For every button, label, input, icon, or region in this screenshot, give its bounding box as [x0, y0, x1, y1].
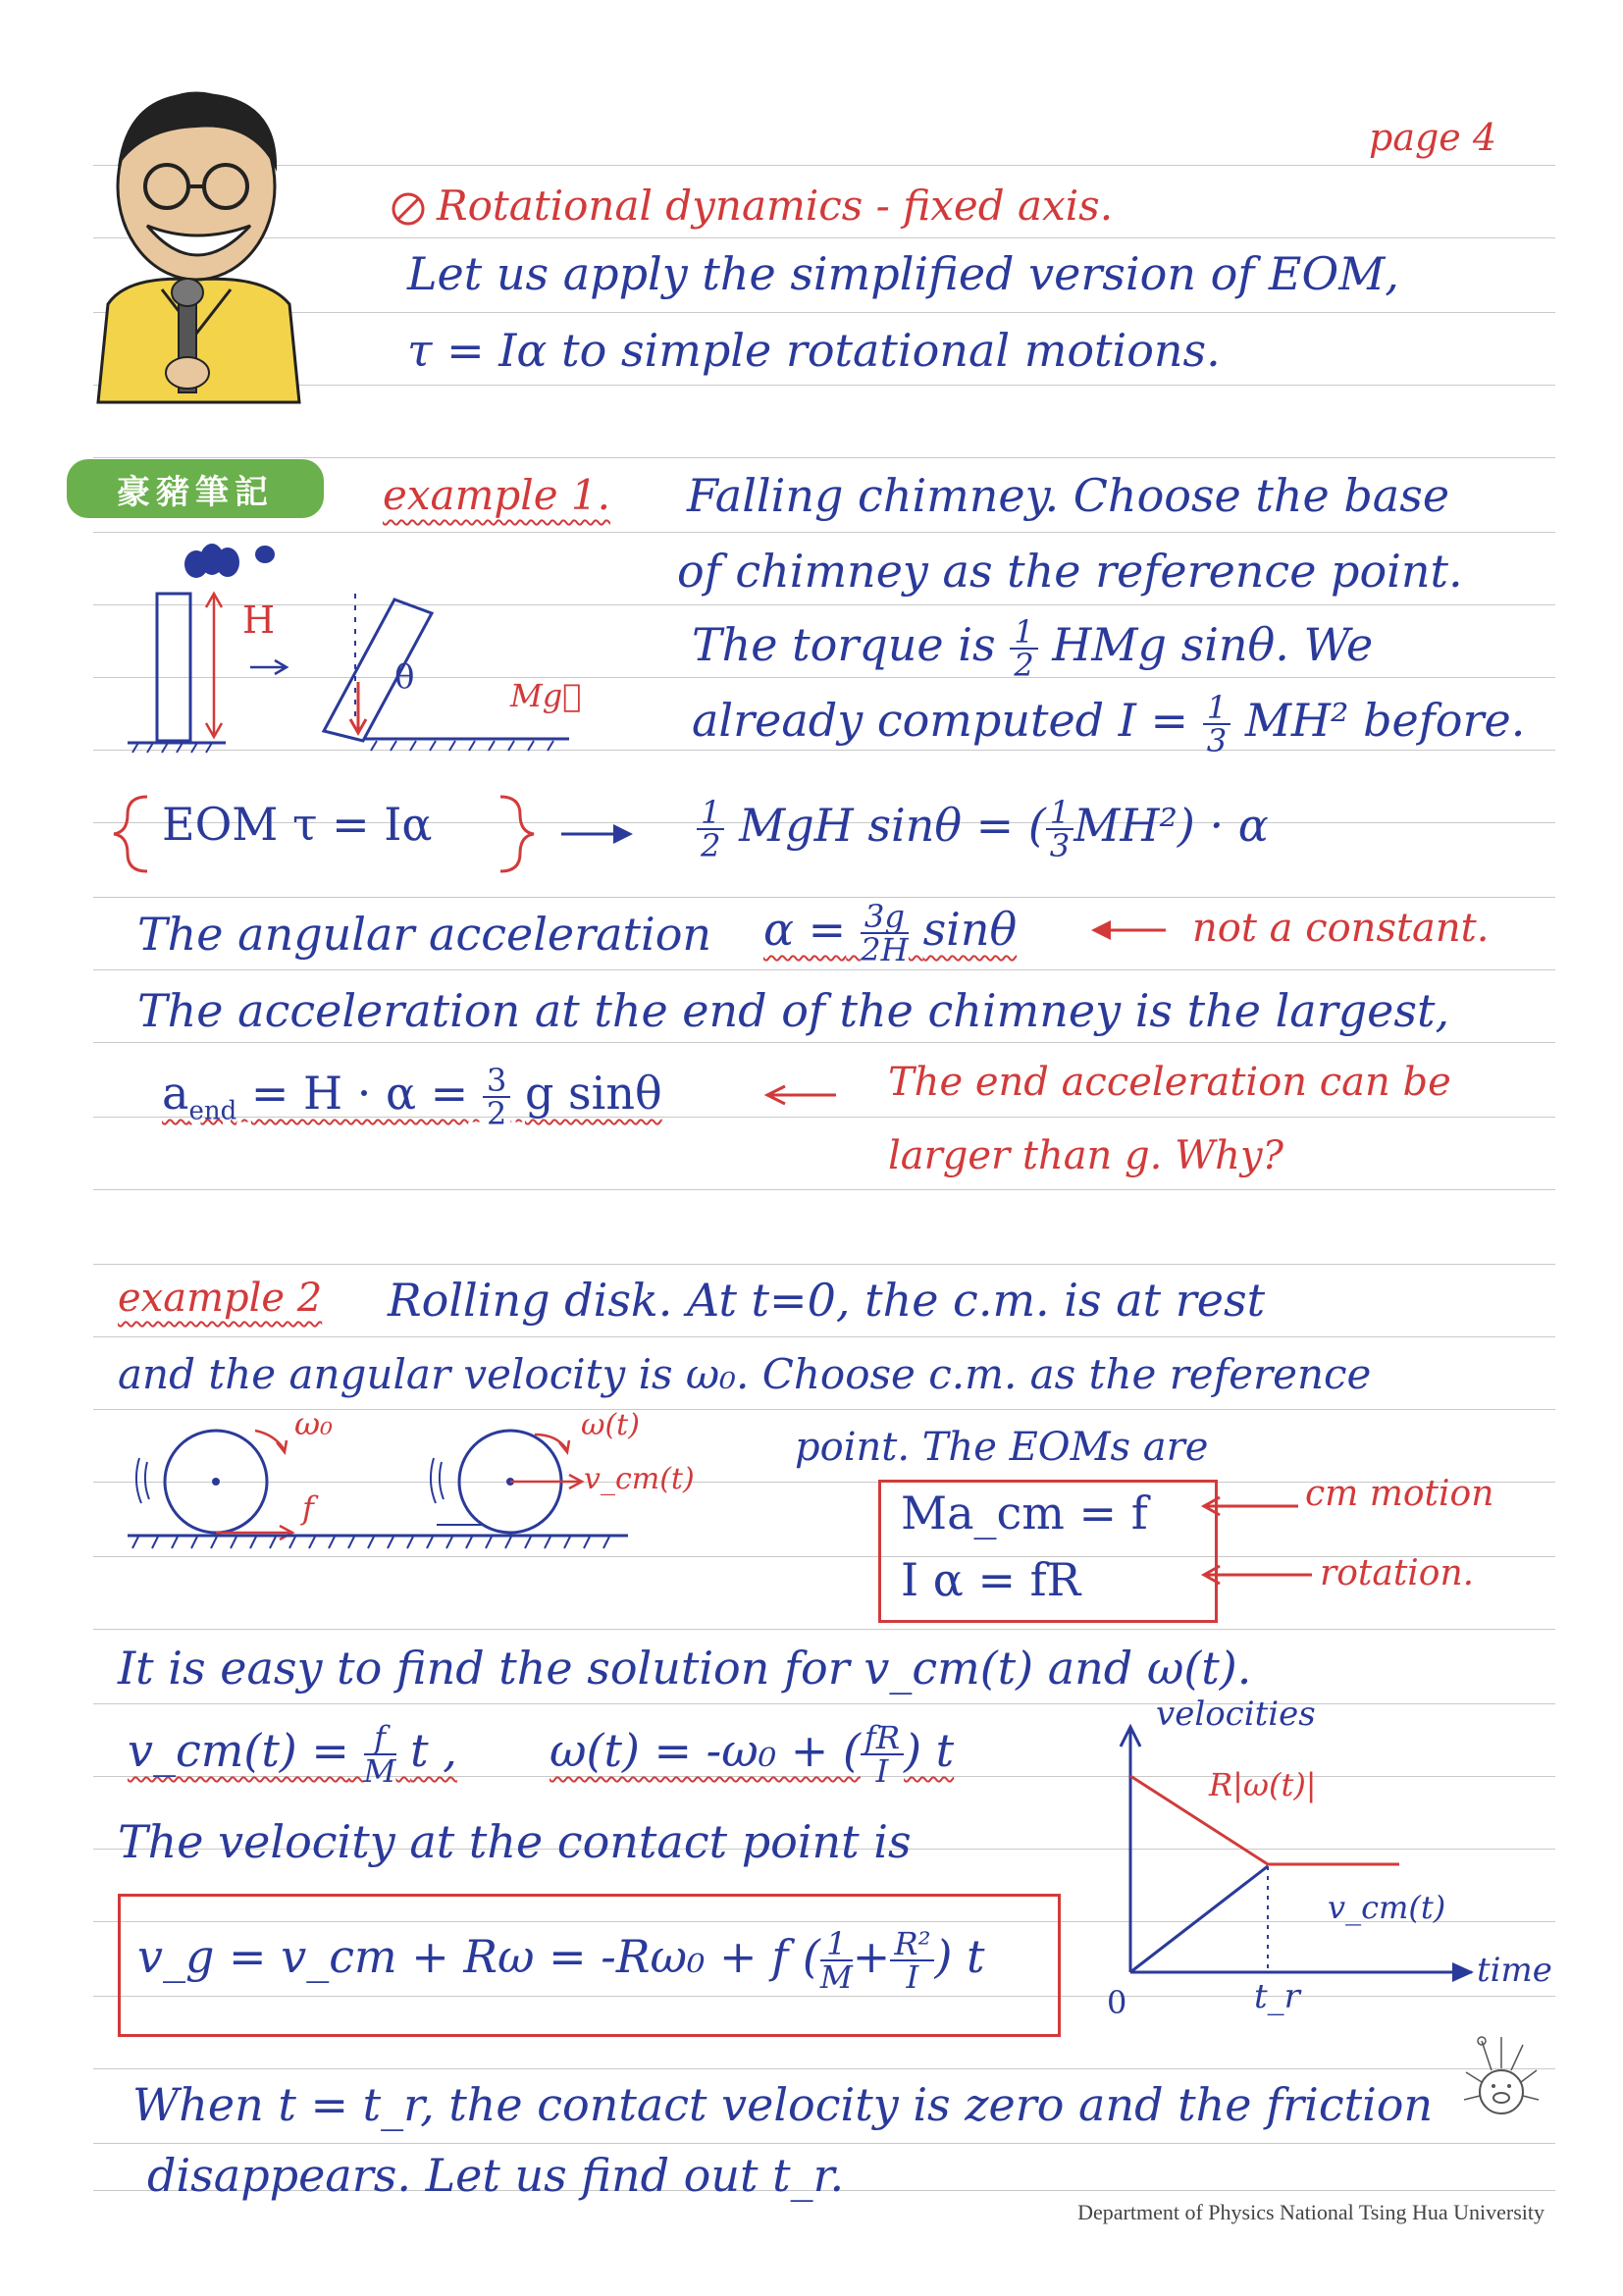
ruled-line	[93, 2068, 1555, 2069]
intro-line-2: τ = Iα to simple rotational motions.	[407, 324, 1221, 377]
angular-acc-equation: α = $\frac{3g}{2H}$ sinθ	[763, 898, 1018, 969]
arrow-left-icon	[1202, 1493, 1300, 1519]
eom-equation: $\frac{1}{2}$ MgH sinθ = ( $\frac{1}{3}$ MH²) · α	[697, 797, 1269, 861]
third-fraction: $\frac{1}{3}$	[1203, 692, 1230, 757]
arrow-icon	[559, 819, 638, 849]
ruled-line	[93, 2143, 1555, 2144]
example1-label: example 1.	[383, 471, 611, 519]
note-cm-motion: cm motion	[1305, 1474, 1494, 1514]
fig-weight-label: Mg⃗	[510, 677, 582, 714]
velocity-graph	[1109, 1707, 1541, 2002]
example1-line-1: Falling chimney. Choose the base	[687, 469, 1450, 522]
arrow-left-icon	[1202, 1562, 1315, 1588]
not-constant-note: not a constant.	[1192, 906, 1490, 951]
section-title: Rotational dynamics - fixed axis.	[437, 182, 1114, 230]
end-acc-text: The acceleration at the end of the chimney is the largest,	[137, 984, 1450, 1037]
section-bullet-icon	[391, 191, 426, 227]
hedgehog-doodle-icon	[1462, 2031, 1541, 2124]
chimney-figure	[118, 535, 582, 770]
example1-line-3: The torque is $\frac{1}{2}$ HMg sinθ. We	[692, 613, 1374, 685]
ruled-line	[93, 1042, 1555, 1043]
fig-omega-t-label: ω(t)	[581, 1408, 640, 1442]
end-note-2: larger than g. Why?	[888, 1133, 1283, 1178]
eom-box-label: EOM τ = Iα	[162, 798, 433, 851]
fig-height-label: H	[242, 599, 276, 642]
arrow-left-icon	[765, 1082, 839, 1108]
example2-label: example 2	[118, 1276, 323, 1321]
example2-line-2: and the angular velocity is ω₀. Choose c.m. as the reference	[118, 1350, 1372, 1398]
example2-line-3: point. The EOMs are	[795, 1425, 1209, 1470]
fig-angle-label: θ	[394, 657, 415, 697]
mascot-illustration	[69, 78, 324, 461]
arrow-left-icon	[1089, 915, 1168, 945]
rolling-disk-figure	[118, 1413, 648, 1560]
end-acc-equation: $a_{end} = H \cdot \alpha$ = $\frac{3}{2}$ g sinθ	[162, 1062, 662, 1133]
ruled-line	[93, 1189, 1555, 1190]
solution-intro: It is easy to find the solution for v_cm(t) and ω(t).	[118, 1642, 1252, 1695]
ruled-line	[93, 1629, 1555, 1630]
contact-intro: The velocity at the contact point is	[118, 1815, 912, 1868]
graph-rw-label: R|ω(t)|	[1209, 1766, 1317, 1803]
graph-y-label: velocities	[1156, 1695, 1316, 1734]
intro-line-1: Let us apply the simplified version of EOM,	[407, 247, 1399, 300]
graph-origin-label: 0	[1107, 1984, 1127, 2021]
fig-omega0-label: ω₀	[294, 1405, 333, 1442]
notes-badge: 豪豬筆記	[67, 459, 324, 518]
note-rotation: rotation.	[1320, 1553, 1475, 1593]
example1-line-4: already computed I = $\frac{1}{3}$ MH² before.	[692, 689, 1526, 760]
graph-tr-label: t_r	[1254, 1977, 1300, 2016]
eom-line-2: I α = fR	[901, 1553, 1081, 1606]
fig-friction-label: f	[302, 1489, 314, 1527]
ruled-line	[93, 1264, 1555, 1265]
omega-equation: ω(t) = -ω₀ + ( $\frac{fR}{I}$ ) t	[550, 1719, 955, 1791]
vcm-equation: v_cm(t) = $\frac{f}{M}$ t ,	[128, 1719, 457, 1791]
example2-line-1: Rolling disk. At t=0, the c.m. is at rest	[388, 1274, 1266, 1327]
angular-acc-text: The angular acceleration	[137, 908, 712, 961]
final-line-1: When t = t_r, the contact velocity is zero and the friction	[132, 2078, 1434, 2131]
example1-line-2: of chimney as the reference point.	[677, 545, 1463, 598]
ruled-line	[93, 532, 1555, 533]
ruled-line	[93, 1336, 1555, 1337]
fig-vcm-label: v_cm(t)	[584, 1462, 695, 1496]
ruled-line	[93, 1703, 1555, 1704]
end-note-1: The end acceleration can be	[888, 1060, 1451, 1105]
page-label: page 4	[1369, 116, 1497, 159]
graph-x-label: time	[1477, 1951, 1552, 1990]
half-fraction: $\frac{1}{2}$	[1010, 616, 1037, 681]
footer-text: Department of Physics National Tsing Hua University	[1077, 2200, 1544, 2224]
eom-line-1: Ma_cm = f	[901, 1487, 1148, 1539]
graph-vcm-label: v_cm(t)	[1328, 1889, 1446, 1926]
final-line-2: disappears. Let us find out t_r.	[147, 2149, 845, 2202]
ruled-line	[93, 969, 1555, 970]
ruled-line	[93, 897, 1555, 898]
contact-velocity-equation: v_g = v_cm + Rω = -Rω₀ + f ( $\frac{1}{M}$ + $\frac{\text{R²}}{I}$ ) t	[137, 1925, 985, 1997]
